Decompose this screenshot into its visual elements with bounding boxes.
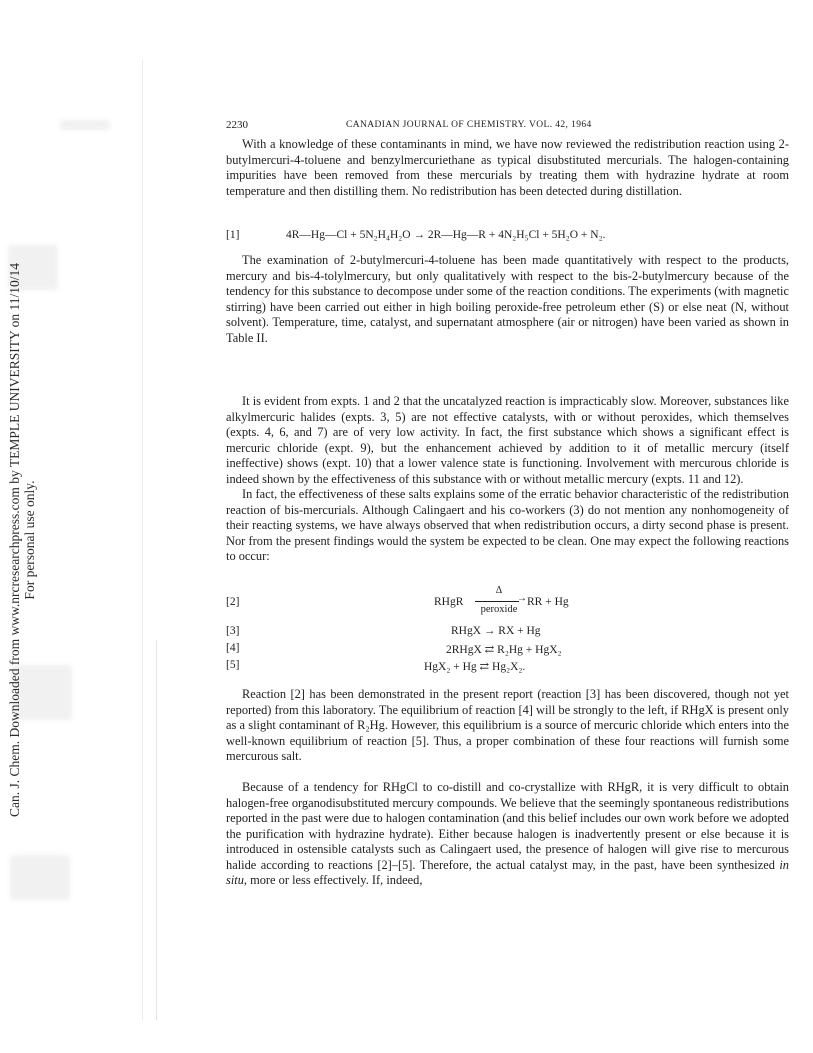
paragraph-6 (226, 780, 789, 889)
journal-running-title: CANADIAN JOURNAL OF CHEMISTRY. VOL. 42, 1964 (346, 120, 592, 130)
paragraph-3 (226, 394, 789, 487)
paragraph-1 (226, 137, 789, 199)
running-header (226, 119, 789, 133)
paragraph-5 (226, 687, 789, 765)
equation-number: [3] (226, 625, 240, 637)
equation-1 (226, 229, 789, 245)
paragraph-text: It is evident from expts. 1 and 2 that the uncatalyzed reaction is impracticably slow. Moreover, substances like alkylmercuric halides (expts. 3, 5) are not effective catalysts, with or without peroxides, which themselves (expts. 4, 6, and 7) are of very low activity. In fact, the first substance which shows a significant effect is mercuric chloride (expt. 9), but the enhancement achieved by addition to it of metallic mercury (itself ineffective) shows (expt. 10) that a lower valence state is functioning. Involvement with mercurous chloride is indeed shown by the effectiveness of this substance with or without metallic mercury (expts. 11 and 12). (226, 394, 789, 486)
reaction-lhs: RHgR (434, 596, 464, 608)
paragraph-text: Reaction [2] has been demonstrated in the present report (reaction [3] has been discovered, though not yet reported) from this laboratory. The equilibrium of reaction [4] will be strongly to the left, if RHgX is present only as a slight contaminant of R₂Hg. However, this equilibrium is a source of mercuric chloride which enters into the well-known equilibrium of reaction [5]. Thus, a proper combination of these four reactions will furnish some mercurous salt. (226, 687, 789, 763)
reaction-condition: peroxide (480, 604, 518, 615)
watermark-line-1: Can. J. Chem. Downloaded from www.nrcresearchpress.com by TEMPLE UNIVERSITY on 11/10/14 (7, 263, 22, 817)
equation-2 (226, 585, 789, 619)
watermark-line-2: For personal use only. (22, 480, 37, 600)
arrow-shaft (475, 601, 519, 602)
arrow-head: → (517, 593, 527, 604)
paragraph-text: In fact, the effectiveness of these salts explains some of the erratic behavior characteristic of the redistribution reaction of bis-mercurials. Although Calingaert and his co-workers (3) do not mention any nonhomogeneity of their reacting systems, we have always observed that when redistribution occurs, a dirty second phase is present. Nor from the present findings would the system be expected to be clean. One may expect the following reactions to occur: (226, 487, 789, 563)
page-number: 2230 (226, 119, 248, 131)
equation-number: [2] (226, 596, 240, 608)
reaction-arrow (475, 585, 527, 619)
reaction-rhs: RR + Hg (527, 596, 569, 608)
italic-term: in situ (226, 857, 789, 887)
equation-number: [5] (226, 659, 240, 671)
paragraph-text (226, 780, 789, 889)
paragraph-text: With a knowledge of these contaminants in mind, we have now reviewed the redistribution reaction using 2-butylmercuri-4-toluene and benzylmercuriethane as typical disubstituted mercurials. The halogen-containing impurities have been removed from these mercurials by treating them with hydrazine hydrate at room temperature and then distilling them. No redistribution has been detected during distillation. (226, 137, 789, 198)
scan-smudge (10, 855, 70, 900)
heat-symbol: Δ (495, 585, 503, 596)
equation-body: RHgX → RX + Hg (451, 625, 541, 637)
scan-gutter-line (142, 60, 143, 1020)
equation-3 (226, 625, 789, 641)
equation-body: 4R—Hg—Cl + 5N₂H₄H₂O → 2R—Hg—R + 4N₂H₅Cl + 5H₂O + N₂. (286, 229, 606, 241)
equation-body: HgX₂ + Hg ⇄ Hg₂X₂. (424, 661, 526, 673)
scan-smudge (60, 120, 110, 130)
equation-5 (226, 659, 789, 675)
paragraph-2 (226, 253, 789, 346)
paragraph-text-part: , more or less effectively. If, indeed, (243, 873, 423, 887)
paragraph-text: The examination of 2-butylmercuri-4-toluene has been made quantitatively with respect to the products, mercury and bis-4-tolylmercury, but only qualitatively with respect to the bis-2-butylmercury because of the tendency for this substance to decompose under some of the reaction conditions. The experiments (with magnetic stirring) have been carried out either in high boiling peroxide-free petroleum ether (S) or else neat (N, without solvent). Temperature, time, catalyst, and supernatant atmosphere (air or nitrogen) have been varied as shown in Table II. (226, 253, 789, 345)
paragraph-4 (226, 487, 789, 565)
equation-4 (226, 642, 789, 658)
scan-gutter-line (156, 640, 157, 1020)
equation-number: [4] (226, 642, 240, 654)
equation-number: [1] (226, 229, 240, 241)
equation-body: 2RHgX ⇄ R₂Hg + HgX₂ (446, 644, 562, 656)
paragraph-text-part: Because of a tendency for RHgCl to co-distill and co-crystallize with RHgR, it is very difficult to obtain halogen-free organodisubstituted mercury compounds. We believe that the seemingly spontaneous redistributions reported in the past were due to halogen contamination (and this belief includes our own work before we adopted the purification with hydrazine hydrate). Either because halogen is inadvertently present or else because it is introduced in ostensible catalysts such as Calingaert used, the presence of halogen will give rise to mercurous halide according to reactions [2]–[5]. Therefore, the actual catalyst may, in the past, have been synthesized (226, 780, 789, 872)
